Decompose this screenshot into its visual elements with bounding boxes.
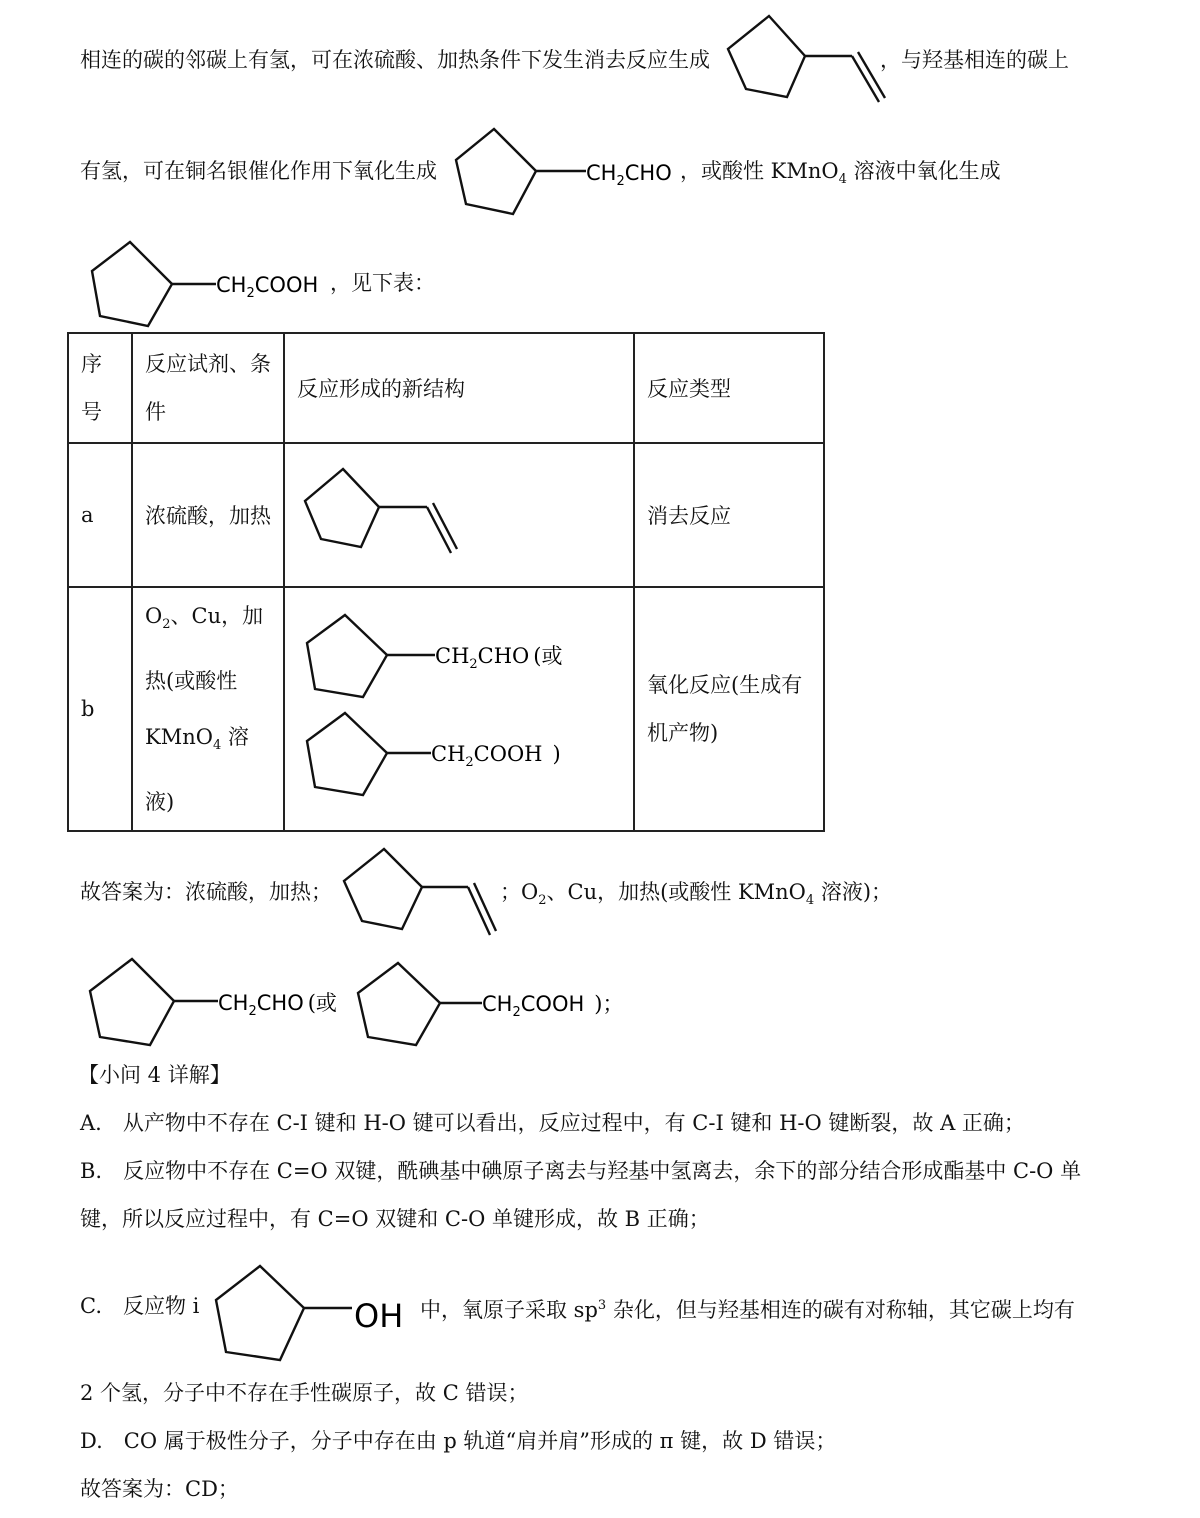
reaction-table bbox=[67, 332, 825, 832]
svg-text:CH2CHO(或: $CH_2CHO$ (或 bbox=[218, 991, 337, 1019]
table-header-row bbox=[68, 333, 824, 443]
q4-option-d: D. CO 属于极性分子，分子中存在由 p 轨道“肩并肩”形成的 π 键，故 D 错误； bbox=[80, 1429, 837, 1453]
cyclopentyl-acetaldehyde-structure bbox=[452, 126, 692, 218]
svg-text:CH2CHO: $CH_2CHO$ bbox=[586, 161, 672, 189]
answer-oxidation-structures bbox=[86, 955, 626, 1050]
row-a-type: 消去反应 bbox=[634, 443, 824, 587]
header-type: 反应类型 bbox=[634, 333, 824, 443]
row-b-type: 氧化反应(生成有 机产物) bbox=[634, 587, 824, 831]
svg-text:CH2COOH)；: $CH_2COOH$ )； bbox=[482, 992, 624, 1020]
q4-header: 【小问 4 详解】 bbox=[78, 1063, 231, 1087]
para2-tail: ，或酸性 KMnO$_4$ 溶液中氧化生成 bbox=[680, 159, 1001, 188]
cyclopentanol-structure bbox=[212, 1262, 412, 1366]
q4-option-c-line2: 2 个氢，分子中不存在手性碳原子，故 C 错误； bbox=[80, 1381, 529, 1405]
header-structure: 反应形成的新结构 bbox=[284, 333, 634, 443]
table-row bbox=[68, 443, 824, 587]
svg-text:CH2COOH: $CH_2COOH$ bbox=[216, 273, 319, 301]
row-a-reagent: 浓硫酸，加热 bbox=[132, 443, 284, 587]
header-index: 序号 bbox=[68, 333, 132, 443]
para2-text: 有氢，可在铜名银催化作用下氧化生成 bbox=[80, 159, 437, 183]
vinylcyclopentane-structure bbox=[299, 465, 469, 560]
q4-option-c-pre: C. 反应物 i bbox=[80, 1294, 200, 1318]
final-answer: 故答案为：CD； bbox=[80, 1477, 239, 1501]
header-reagent: 反应试剂、条件 bbox=[132, 333, 284, 443]
row-a-id: a bbox=[68, 443, 132, 587]
row-a-structure bbox=[284, 443, 634, 587]
row-b-structure bbox=[284, 587, 634, 831]
q4-option-c-post: 中，氧原子采取 $sp^3$ 杂化，但与羟基相连的碳有对称轴，其它碳上均有 bbox=[420, 1298, 1075, 1322]
table-row bbox=[68, 587, 824, 831]
oxidation-products-structures bbox=[303, 607, 603, 807]
row-b-reagent: $O_2$、Cu，加 热(或酸性 KMnO$_4$ 溶 液) bbox=[132, 587, 284, 831]
para3-tail: ，见下表： bbox=[330, 271, 435, 295]
row-b-id: b bbox=[68, 587, 132, 831]
q4-option-a: A. 从产物中不存在 C-I 键和 H-O 键可以看出，反应过程中，有 C-I 键和 H-O 键断裂，故 A 正确； bbox=[80, 1111, 1025, 1135]
para1-tail: ，与羟基相连的碳上 bbox=[880, 48, 1069, 72]
q4-option-b-line2: 键，所以反应过程中，有 C=O 双键和 C-O 单键形成，故 B 正确； bbox=[80, 1207, 710, 1231]
svg-text:CH2CHO(或: $CH_2CHO$ (或 bbox=[435, 643, 563, 672]
vinylcyclopentane-structure bbox=[340, 845, 505, 940]
answer1-tail: ；$O_2$、Cu，加热(或酸性 KMnO$_4$ 溶液)； bbox=[500, 880, 893, 909]
answer1-text: 故答案为：浓硫酸，加热； bbox=[80, 880, 332, 904]
q4-option-b-line1: B. 反应物中不存在 C=O 双键，酰碘基中碘原子离去与羟基中氢离去，余下的部分结合形成酯基中 C-O 单 bbox=[80, 1159, 1082, 1183]
vinylcyclopentane-structure bbox=[722, 12, 887, 107]
svg-text:OH: OH bbox=[354, 1297, 404, 1335]
cyclopentyl-acetic-acid-structure bbox=[88, 240, 338, 330]
para1-text: 相连的碳的邻碳上有氢，可在浓硫酸、加热条件下发生消去反应生成 bbox=[80, 48, 710, 72]
svg-text:CH2COOH): $CH_2COOH$ ) bbox=[431, 741, 561, 770]
